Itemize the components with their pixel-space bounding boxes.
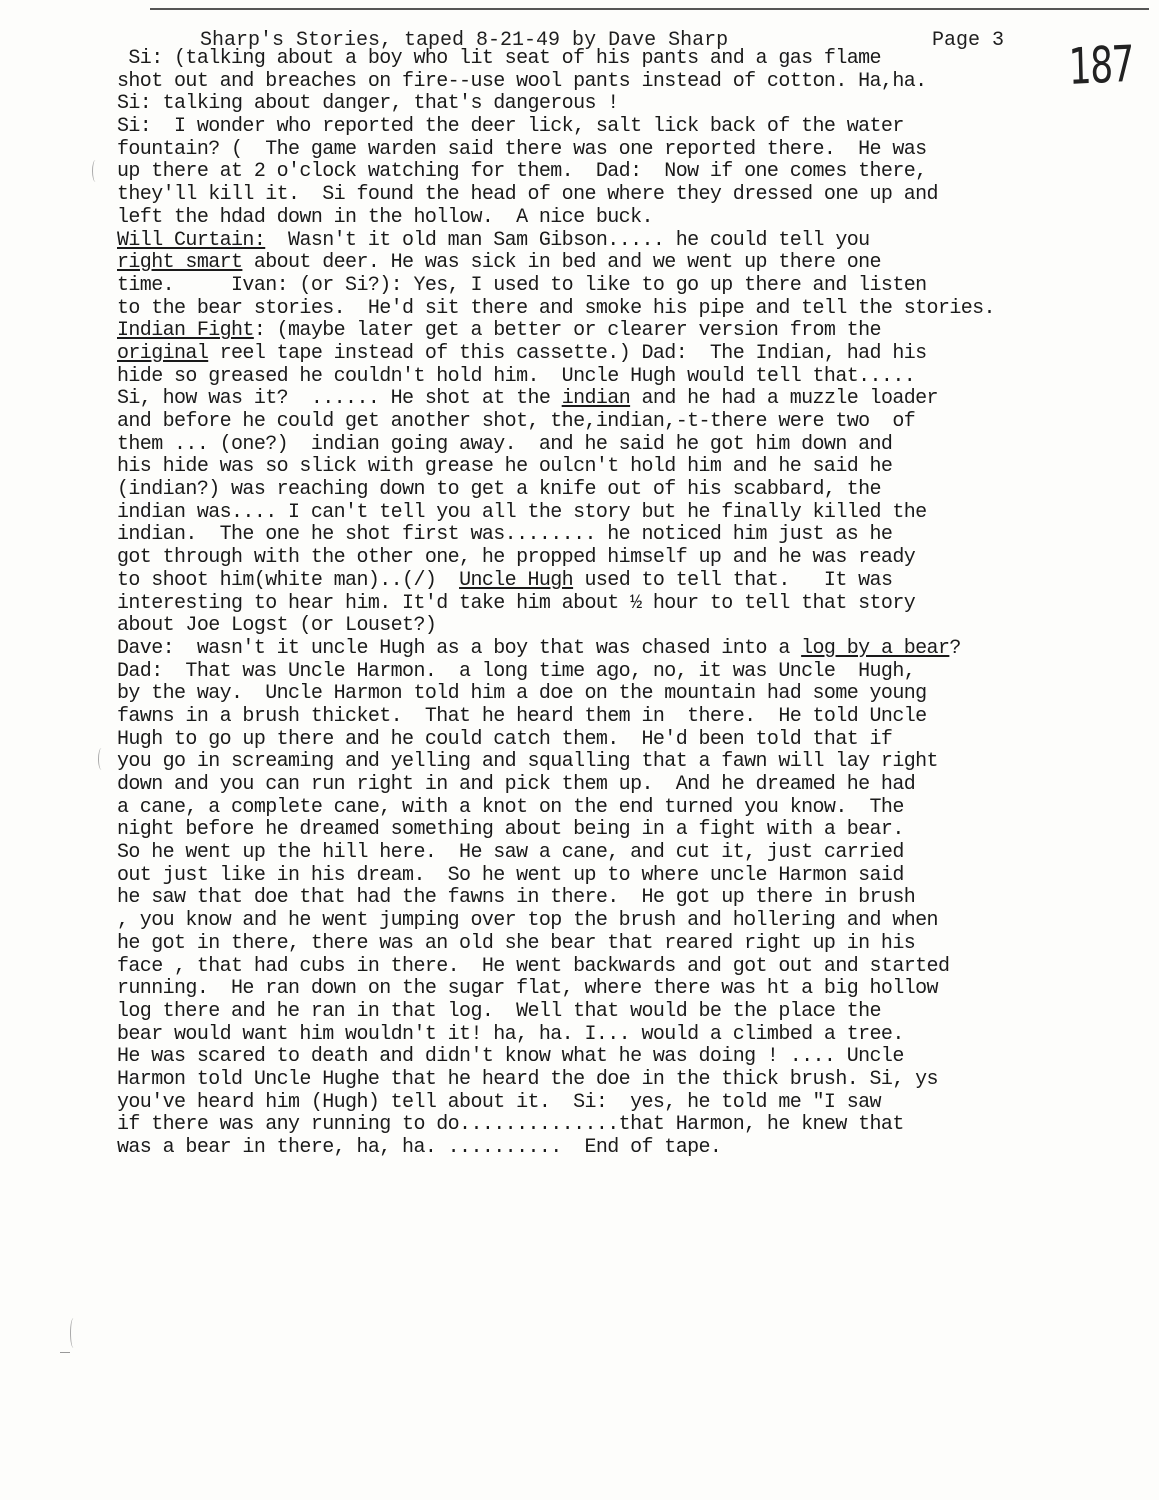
transcript-line [117, 1024, 1117, 1047]
transcript-text: indian was.... I can't tell you all the story but he finally killed the [117, 500, 927, 524]
transcript-line [117, 956, 1117, 979]
transcript-line [117, 887, 1117, 910]
transcript-line [117, 366, 1117, 389]
margin-mark [98, 748, 105, 770]
transcript-line [117, 184, 1117, 207]
transcript-text: if there was any running to do..............that Harmon, he knew that [117, 1113, 904, 1137]
transcript-text: Si: talking about danger, that's dangerous ! [117, 92, 619, 116]
transcript-text: Wasn't it old man Sam Gibson..... he could tell you [265, 228, 870, 252]
transcript-text: you've heard him (Hugh) tell about it. Si: yes, he told me "I saw [117, 1090, 881, 1114]
transcript-text: face , that had cubs in there. He went backwards and got out and started [117, 954, 950, 978]
transcript-line [117, 638, 1117, 661]
transcript-line [117, 456, 1117, 479]
transcript-text: Hugh to go up there and he could catch them. He'd been told that if [117, 727, 893, 751]
transcript-line [117, 1092, 1117, 1115]
transcript-text: time. Ivan: (or Si?): Yes, I used to like to go up there and listen [117, 273, 927, 297]
transcript-line [117, 570, 1117, 593]
transcript-line [117, 615, 1117, 638]
transcript-text: they'll kill it. Si found the head of one where they dressed one up and [117, 183, 938, 207]
transcript-line [117, 230, 1117, 253]
transcript-line [117, 547, 1117, 570]
transcript-line [117, 1114, 1117, 1137]
transcript-text: ? [949, 636, 961, 660]
transcript-text: used to tell that. It was [573, 568, 893, 592]
transcript-text: by the way. Uncle Harmon told him a doe on the mountain had some young [117, 682, 927, 706]
transcript-line [117, 1046, 1117, 1069]
transcript-text: to the bear stories. He'd sit there and smoke his pipe and tell the stories. [117, 296, 995, 320]
transcript-text: his hide was so slick with grease he oulcn't hold him and he said he [117, 455, 893, 479]
transcript-text: Harmon told Uncle Hughe that he heard the doe in the thick brush. Si, ys [117, 1067, 938, 1091]
page-number-label: Page 3 [932, 29, 1005, 52]
transcript-text: indian. The one he shot first was........ he noticed him just as he [117, 523, 893, 547]
transcript-line [117, 661, 1117, 684]
handwritten-page-number: 187 [1068, 34, 1134, 96]
underlined-heading: Indian Fight [117, 319, 254, 343]
transcript-text: night before he dreamed something about being in a fight with a bear. [117, 818, 904, 842]
underlined-heading: log by a bear [801, 636, 950, 660]
transcript-text: fountain? ( The game warden said there was one reported there. He was [117, 137, 927, 161]
transcript-line [117, 343, 1117, 366]
transcript-text: Si, how was it? ...... He shot at the [117, 387, 562, 411]
transcript-line [117, 933, 1117, 956]
transcript-line [117, 751, 1117, 774]
underlined-heading: indian [561, 387, 631, 411]
transcript-line [117, 910, 1117, 933]
transcript-text: and he had a muzzle loader [630, 387, 938, 411]
transcript-line [117, 411, 1117, 434]
transcript-text: about deer. He was sick in bed and we went up there one [242, 251, 881, 275]
transcript-text: shot out and breaches on fire--use wool pants instead of cotton. Ha,ha. [117, 69, 927, 93]
transcript-line [117, 865, 1117, 888]
transcript-text: down and you can run right in and pick them up. And he dreamed he had [117, 773, 916, 796]
transcript-text: out just like in his dream. So he went up to where uncle Harmon said [117, 863, 904, 887]
transcript-text: up there at 2 o'clock watching for them. Dad: Now if one comes there, [117, 160, 927, 184]
transcript-line [117, 252, 1117, 275]
transcript-line [117, 1001, 1117, 1024]
transcript-text: got through with the other one, he propped himself up and he was ready [117, 546, 916, 570]
margin-mark [92, 160, 99, 182]
transcript-text: He was scared to death and didn't know what he was doing ! .... Uncle [117, 1045, 904, 1069]
transcript-body [117, 48, 1117, 1160]
transcript-text: fawns in a brush thicket. That he heard them in there. He told Uncle [117, 704, 927, 728]
underlined-heading: original [117, 341, 209, 365]
transcript-text: running. He ran down on the sugar flat, where there was ht a big hollow [117, 977, 938, 1001]
transcript-line [117, 71, 1117, 94]
transcript-line [117, 842, 1117, 865]
transcript-text: a cane, a complete cane, with a knot on the end turned you know. The [117, 795, 904, 819]
transcript-line [117, 978, 1117, 1001]
transcript-line [117, 706, 1117, 729]
transcript-line [117, 116, 1117, 139]
transcript-text: : (maybe later get a better or clearer version from the [253, 319, 881, 343]
transcript-line [117, 139, 1117, 162]
transcript-line [117, 207, 1117, 230]
transcript-line [117, 502, 1117, 525]
transcript-text: and before he could get another shot, the,indian,-t-there were two of [117, 410, 916, 433]
transcript-text: was a bear in there, ha, ha. .......... End of tape. [117, 1136, 722, 1159]
transcript-text: interesting to hear him. It'd take him about ½ hour to tell that story [117, 591, 916, 615]
transcript-line [117, 797, 1117, 820]
transcript-line [117, 524, 1117, 547]
transcript-line [117, 93, 1117, 116]
transcript-line [117, 819, 1117, 842]
transcript-line [117, 48, 1117, 71]
transcript-line [117, 593, 1117, 616]
transcript-line [117, 298, 1117, 321]
transcript-text: them ... (one?) indian going away. and he said he got him down and [117, 432, 893, 456]
underlined-heading: right smart [117, 251, 243, 275]
page-title: Sharp's Stories, taped 8-21-49 by Dave Sharp [200, 29, 729, 52]
transcript-line [117, 729, 1117, 752]
transcript-text: log there and he ran in that log. Well that would be the place the [117, 999, 881, 1023]
transcript-text: reel tape instead of this cassette.) Dad: The Indian, had his [208, 341, 927, 365]
transcript-text: he saw that doe that had the fawns in there. He got up there in brush [117, 886, 916, 910]
transcript-text: bear would want him wouldn't it! ha, ha. I... would a climbed a tree. [117, 1022, 904, 1046]
transcript-text: Si: I wonder who reported the deer lick, salt lick back of the water [117, 115, 904, 139]
transcript-line [117, 434, 1117, 457]
transcript-line [117, 774, 1117, 797]
transcript-text: you go in screaming and yelling and squalling that a fawn will lay right [117, 750, 938, 774]
transcript-text: Dave: wasn't it uncle Hugh as a boy that was chased into a [117, 636, 802, 660]
transcript-line [117, 388, 1117, 411]
transcript-text: , you know and he went jumping over top the brush and hollering and when [117, 909, 938, 933]
transcript-line [117, 275, 1117, 298]
transcript-text: he got in there, there was an old she bear that reared right up in his [117, 931, 916, 955]
transcript-line [117, 161, 1117, 184]
transcript-text: Dad: That was Uncle Harmon. a long time ago, no, it was Uncle Hugh, [117, 659, 916, 683]
transcript-text: Si: (talking about a boy who lit seat of his pants and a gas flame [117, 47, 881, 70]
underlined-heading: Uncle Hugh [459, 568, 574, 592]
margin-mark [60, 1348, 70, 1353]
transcript-line [117, 1137, 1117, 1160]
transcript-text: about Joe Logst (or Louset?) [117, 614, 437, 638]
underlined-heading: Will Curtain: [117, 228, 266, 252]
margin-mark [70, 1318, 77, 1348]
top-rule [150, 8, 1149, 10]
transcript-text: to shoot him(white man)..(/) [117, 568, 460, 592]
transcript-text: hide so greased he couldn't hold him. Uncle Hugh would tell that..... [117, 364, 916, 388]
transcript-text: left the hdad down in the hollow. A nice buck. [117, 205, 653, 229]
transcript-text: (indian?) was reaching down to get a knife out of his scabbard, the [117, 478, 881, 502]
transcript-line [117, 479, 1117, 502]
transcript-text: So he went up the hill here. He saw a cane, and cut it, just carried [117, 841, 904, 865]
transcript-line [117, 1069, 1117, 1092]
transcript-line [117, 320, 1117, 343]
transcript-line [117, 683, 1117, 706]
